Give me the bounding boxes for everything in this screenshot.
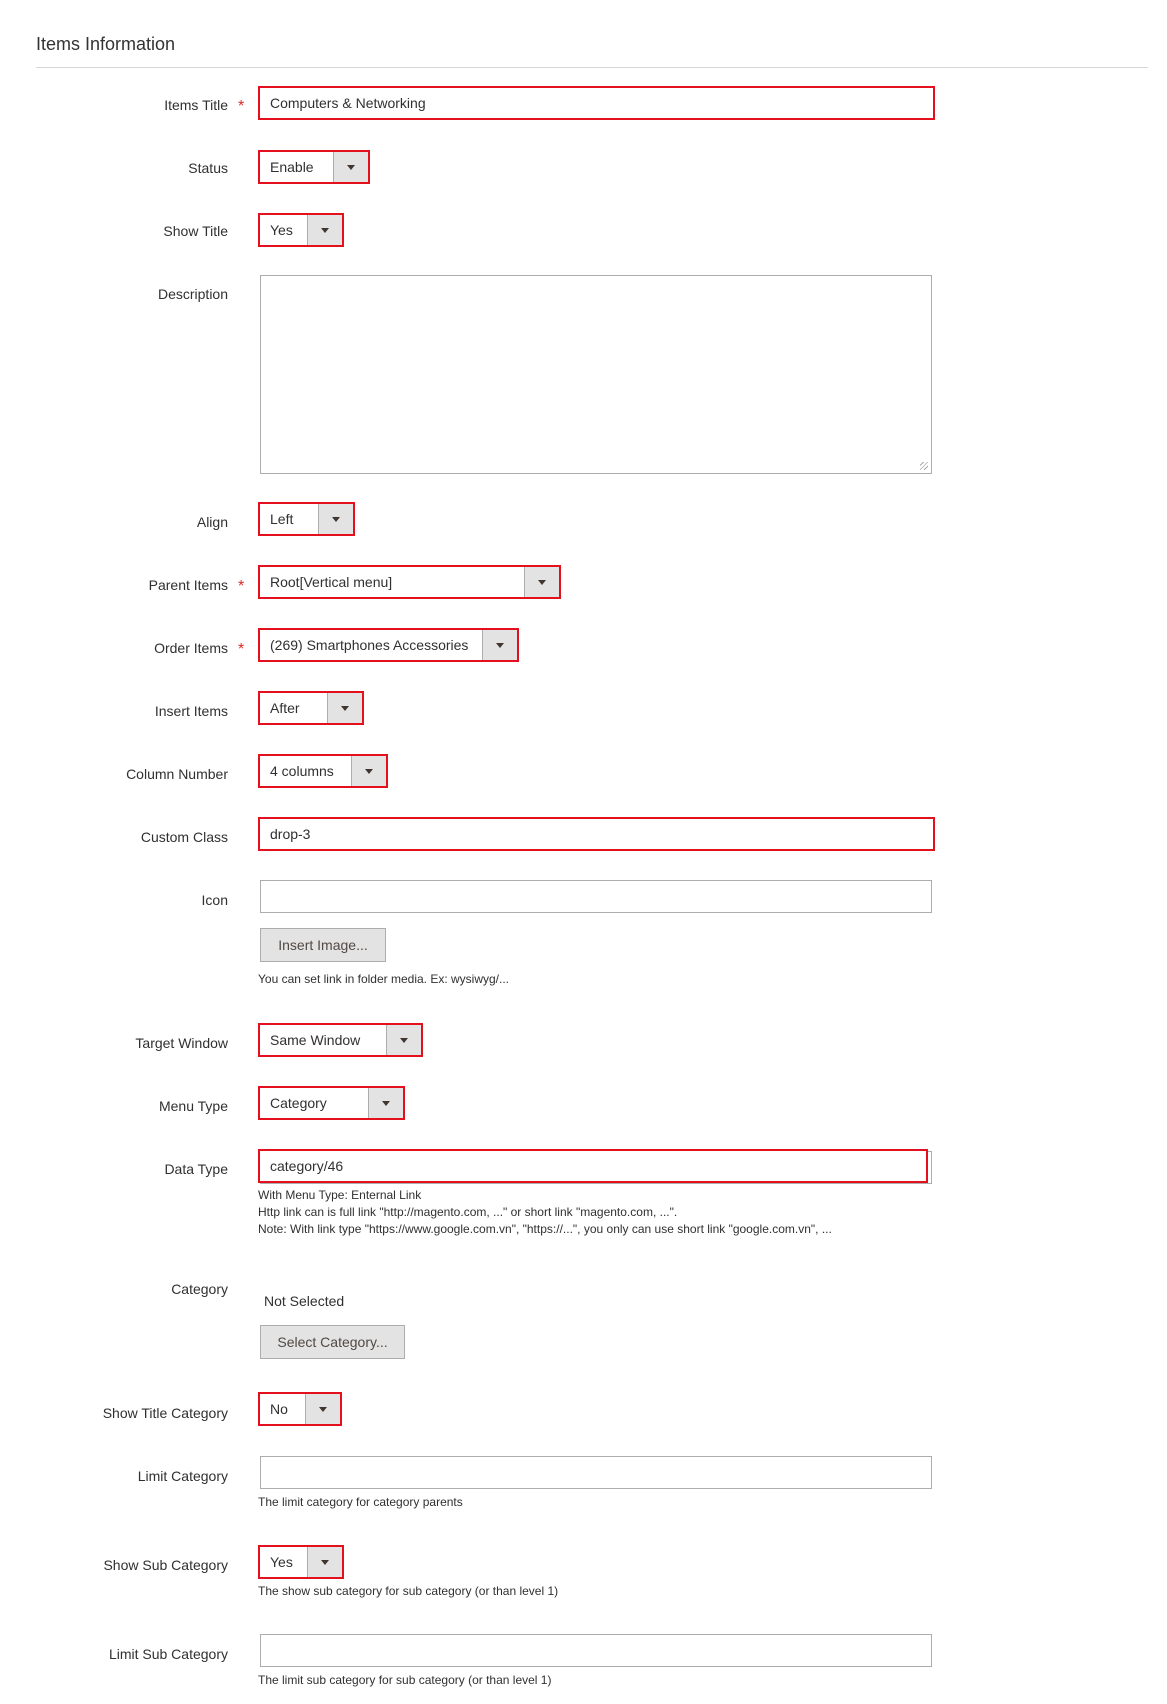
parent-items-select[interactable] <box>258 565 561 599</box>
data-type-input[interactable] <box>258 1149 928 1183</box>
description-textarea[interactable] <box>260 275 932 474</box>
chevron-down-icon <box>386 1025 421 1055</box>
resize-handle-icon[interactable] <box>920 462 928 470</box>
show-title-label: Show Title <box>163 223 228 239</box>
chevron-down-icon <box>307 1547 342 1577</box>
items-title-value: Computers & Networking <box>270 95 426 111</box>
chevron-down-icon <box>327 693 362 723</box>
icon-note: You can set link in folder media. Ex: wysiwyg/... <box>258 972 510 986</box>
required-star: * <box>238 98 245 115</box>
data-type-note-2: Http link can is full link "http://magento.com, ..." or short link "magento.com, ...". <box>258 1205 678 1219</box>
chevron-down-icon <box>333 152 368 182</box>
column-number-label: Column Number <box>126 766 228 782</box>
align-select[interactable] <box>258 502 355 536</box>
menu-type-select[interactable] <box>258 1086 405 1120</box>
chevron-down-icon <box>318 504 353 534</box>
chevron-down-icon <box>482 630 517 660</box>
insert-items-select[interactable] <box>258 691 364 725</box>
custom-class-value: drop-3 <box>270 826 311 842</box>
show-sub-category-value: Yes <box>270 1554 293 1570</box>
chevron-down-icon <box>351 756 386 786</box>
data-type-label: Data Type <box>164 1161 228 1177</box>
custom-class-label: Custom Class <box>140 829 228 845</box>
show-title-category-value: No <box>270 1401 288 1417</box>
menu-type-value: Category <box>270 1095 327 1111</box>
category-selection-text: Not Selected <box>264 1293 345 1309</box>
show-title-value: Yes <box>270 222 293 238</box>
order-items-select[interactable] <box>258 628 519 662</box>
parent-items-value: Root[Vertical menu] <box>270 574 393 590</box>
order-items-label: Order Items <box>154 640 228 656</box>
chevron-down-icon <box>368 1088 403 1118</box>
status-label: Status <box>188 160 228 176</box>
section-title: Items Information <box>36 34 176 54</box>
target-window-value: Same Window <box>270 1032 361 1048</box>
category-label: Category <box>171 1281 228 1297</box>
data-type-value: category/46 <box>270 1158 344 1174</box>
status-value: Enable <box>270 159 314 175</box>
show-sub-category-label: Show Sub Category <box>103 1557 228 1573</box>
order-items-value: (269) Smartphones Accessories <box>270 637 469 653</box>
items-title-label: Items Title <box>164 97 228 113</box>
chevron-down-icon <box>307 215 342 245</box>
limit-category-label: Limit Category <box>137 1468 228 1484</box>
limit-category-note: The limit category for category parents <box>258 1495 463 1509</box>
items-title-input[interactable] <box>258 86 935 120</box>
insert-items-label: Insert Items <box>154 703 228 719</box>
limit-sub-category-input[interactable] <box>260 1634 932 1667</box>
chevron-down-icon <box>524 567 559 597</box>
select-category-button[interactable]: Select Category... <box>260 1325 405 1359</box>
column-number-value: 4 columns <box>270 763 334 779</box>
description-label: Description <box>157 286 228 302</box>
custom-class-input[interactable] <box>258 817 935 851</box>
data-type-note-1: With Menu Type: Enternal Link <box>258 1188 422 1202</box>
status-select[interactable] <box>258 150 370 184</box>
section-divider <box>36 67 1148 68</box>
parent-items-label: Parent Items <box>148 577 228 593</box>
required-star: * <box>238 578 245 595</box>
show-sub-category-select[interactable] <box>258 1545 344 1579</box>
show-sub-category-note: The show sub category for sub category (or than level 1) <box>258 1584 559 1598</box>
column-number-select[interactable] <box>258 754 388 788</box>
data-type-note-3: Note: With link type "https://www.google.com.vn", "https://...", you only can use short link "google.com.vn", ... <box>258 1222 832 1236</box>
icon-label: Icon <box>201 892 228 908</box>
align-value: Left <box>270 511 294 527</box>
limit-category-input[interactable] <box>260 1456 932 1489</box>
show-title-category-label: Show Title Category <box>102 1405 228 1421</box>
align-label: Align <box>196 514 228 530</box>
show-title-select[interactable] <box>258 213 344 247</box>
show-title-category-select[interactable] <box>258 1392 342 1426</box>
limit-sub-category-label: Limit Sub Category <box>108 1646 228 1662</box>
menu-type-label: Menu Type <box>158 1098 228 1114</box>
insert-items-value: After <box>270 700 300 716</box>
icon-input[interactable] <box>260 880 932 913</box>
target-window-select[interactable] <box>258 1023 423 1057</box>
chevron-down-icon <box>305 1394 340 1424</box>
limit-sub-category-note: The limit sub category for sub category (or than level 1) <box>258 1673 552 1687</box>
required-star: * <box>238 641 245 658</box>
target-window-label: Target Window <box>135 1035 228 1051</box>
insert-image-button[interactable]: Insert Image... <box>260 928 386 962</box>
